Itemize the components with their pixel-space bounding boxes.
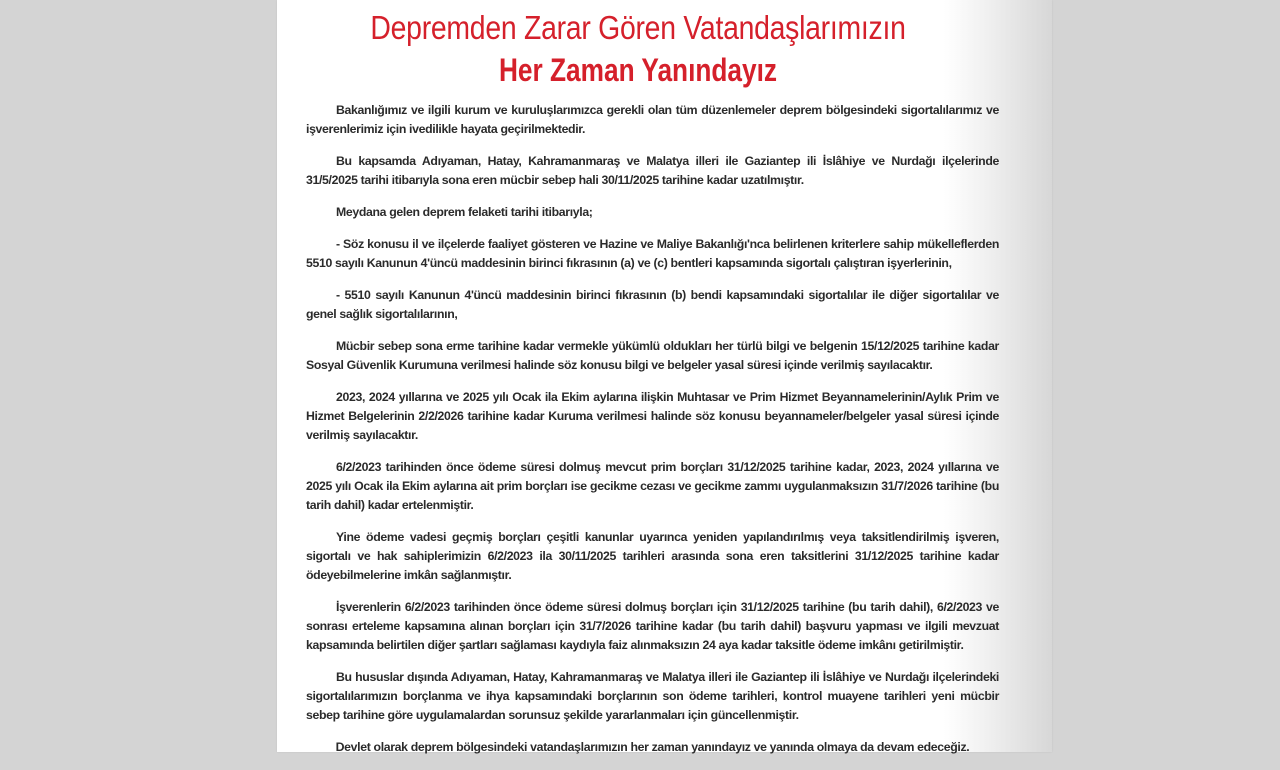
closing-statement: Devlet olarak deprem bölgesindeki vatandaşlarımızın her zaman yanındayız ve yanında olmaya da devam edeceğiz. <box>335 740 970 754</box>
paragraph: Bakanlığımız ve ilgili kurum ve kuruluşlarımızca gerekli olan tüm düzenlemeler deprem bölgesindeki sigortalılarımız ve işverenlerimiz için ivedilikle hayata geçirilmektedir. <box>306 103 999 136</box>
paragraph-bullet: - 5510 sayılı Kanunun 4'üncü maddesinin birinci fıkrasının (b) bendi kapsamındaki sigortalılar ile diğer sigortalılar ve genel sağlık sigortalılarının, <box>306 288 999 321</box>
document-title-line1: Depremden Zarar Gören Vatandaşlarımızın <box>370 9 906 46</box>
paragraph-bullet: - Söz konusu il ve ilçelerde faaliyet gösteren ve Hazine ve Maliye Bakanlığı'nca belirlenen kriterlere sahip mükelleflerden 5510 sayılı Kanunun 4'üncü maddesinin birinci fıkrasının (a) ve (c) bentleri kapsamında sigortalı çalıştıran işyerlerinin, <box>306 237 999 270</box>
document-page <box>277 0 1052 752</box>
paragraph: Bu kapsamda Adıyaman, Hatay, Kahramanmaraş ve Malatya illeri ile Gaziantep ili İslâhiye ve Nurdağı ilçelerinde 31/5/2025 tarihi itibarıyla sona eren mücbir sebep hali 30/11/2025 tarihine kadar uzatılmıştır. <box>306 154 999 187</box>
paragraph: Mücbir sebep sona erme tarihine kadar vermekle yükümlü oldukları her türlü bilgi ve belgenin 15/12/2025 tarihine kadar Sosyal Güvenlik Kurumuna verilmesi halinde söz konusu bilgi ve belgeler yasal süresi içinde verilmiş sayılacaktır. <box>306 339 999 372</box>
paragraph: 2023, 2024 yıllarına ve 2025 yılı Ocak ila Ekim aylarına ilişkin Muhtasar ve Prim Hizmet Beyannamelerinin/Aylık Prim ve Hizmet Belgelerinin 2/2/2026 tarihine kadar Kuruma verilmesi halinde söz konusu beyannameler/belgeler yasal süresi içinde verilmiş sayılacaktır. <box>306 390 999 442</box>
paragraph: Bu hususlar dışında Adıyaman, Hatay, Kahramanmaraş ve Malatya illeri ile Gaziantep ili İslâhiye ve Nurdağı ilçelerindeki sigortalılarımızın borçlanma ve ihya kapsamındaki borçlarının son ödeme tarihleri, kontrol muayene tarihleri yeni mücbir sebep tarihine göre uygulamalardan sorunsuz şekilde yararlanmaları için güncellenmiştir. <box>306 670 999 722</box>
paragraph: 6/2/2023 tarihinden önce ödeme süresi dolmuş mevcut prim borçları 31/12/2025 tarihine kadar, 2023, 2024 yıllarına ve 2025 yılı Ocak ila Ekim aylarına ait prim borçları ise gecikme cezası ve gecikme zammı uygulanmaksızın 31/7/2026 tarihine (bu tarih dahil) kadar ertelenmiştir. <box>306 460 999 512</box>
paragraph: İşverenlerin 6/2/2023 tarihinden önce ödeme süresi dolmuş borçları için 31/12/2025 tarihine (bu tarih dahil), 6/2/2023 ve sonrası erteleme kapsamına alınan borçları için 31/7/2026 tarihine kadar (bu tarih dahil) başvuru yapması ve ilgili mevzuat kapsamında belirtilen diğer şartları sağlaması kaydıyla faiz alınmaksızın 24 aya kadar taksitle ödeme imkânı getirilmiştir. <box>306 600 999 652</box>
paragraph: Meydana gelen deprem felaketi tarihi itibarıyla; <box>336 205 593 219</box>
document-body <box>306 101 999 770</box>
document-title-line2: Her Zaman Yanındayız <box>498 52 778 88</box>
paragraph: Yine ödeme vadesi geçmiş borçları çeşitli kanunlar uyarınca yeniden yapılandırılmış veya taksitlendirilmiş işveren, sigortalı ve hak sahiplerimizin 6/2/2023 ila 30/11/2025 tarihleri arasında sona eren taksitlerini 31/12/2025 tarihine kadar ödeyebilmelerine imkân sağlanmıştır. <box>306 530 999 582</box>
